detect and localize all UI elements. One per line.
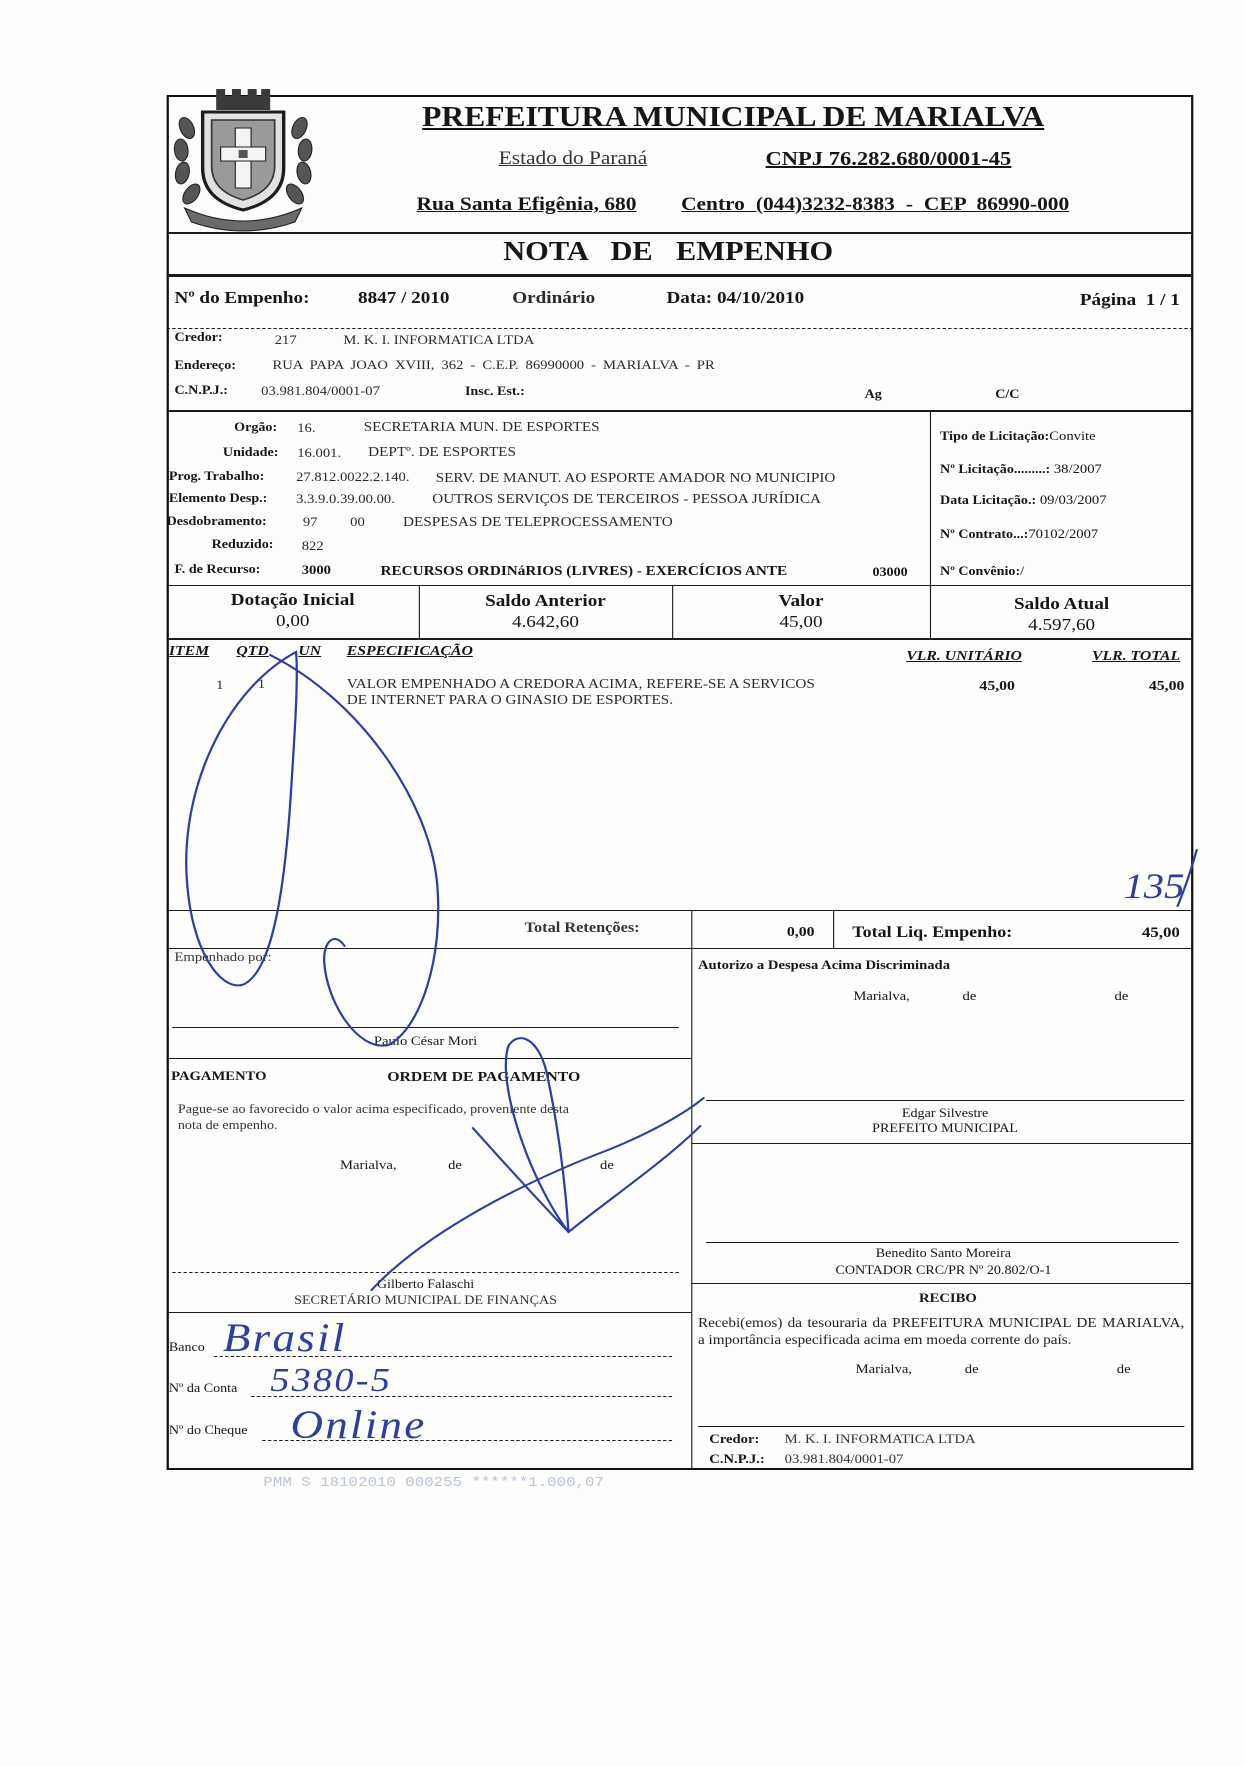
page-label: Página [1079,290,1137,309]
municipality-title: PREFEITURA MUNICIPAL DE MARIALVA [422,102,1045,133]
issued-by-name: Paulo César Mori [373,1033,478,1048]
items-header-qtd: QTD [236,644,269,659]
item-total: 45,00 [1148,679,1185,694]
empenho-number-label: Nº do Empenho: [174,288,310,307]
balance-previous-label: Saldo Anterior [485,591,606,610]
unidade-desc: DEPTº. DE ESPORTES [368,444,516,459]
cheque-number-label: Nº do Cheque [168,1423,248,1437]
payment-section-title: PAGAMENTO [171,1068,267,1083]
bidding-number-value: 38/2007 [1053,461,1102,476]
signature-swoop [473,1126,700,1232]
recurso-ref: 03000 [872,565,908,579]
payment-text-line-2: nota de empenho. [177,1118,278,1132]
handwritten-page-number: 135 [1123,866,1185,906]
signature-loop-lower [506,1038,569,1232]
receipt-creditor-name: M. K. I. INFORMATICA LTDA [784,1431,976,1446]
unidade-label: Unidade: [222,445,279,459]
document-title: NOTA DE EMPENHO [503,236,834,266]
page-value: 1 / 1 [1145,290,1180,309]
bidding-number-label: Nº Licitação.........: [940,462,1051,476]
programa-label: Prog. Trabalho: [168,469,265,483]
receipt-creditor-label: Credor: [709,1431,760,1446]
creditor-name: M. K. I. INFORMATICA LTDA [343,332,535,347]
elemento-code: 3.3.9.0.39.00.00. [296,491,395,506]
address-label: Endereço: [174,358,236,372]
net-total-label: Total Liq. Empenho: [852,924,1013,941]
retentions-value: 0,00 [786,925,815,940]
items-header-unit-value: VLR. UNITÁRIO [906,649,1022,664]
recurso-label: F. de Recurso: [174,562,261,576]
creditor-address: RUA PAPA JOAO XVIII, 362 - C.E.P. 86990000 - MARIALVA - PR [272,357,715,372]
item-spec-line-1: VALOR EMPENHADO A CREDORA ACIMA, REFERE-SE A SERVICOS [346,676,815,691]
desdobramento-code: 97 [302,514,318,529]
reduzido-code: 822 [301,538,324,553]
reduzido-label: Reduzido: [211,537,274,551]
issued-by-label: Empenhado por: [174,949,272,964]
receipt-cnpj: 03.981.804/0001-07 [784,1451,904,1466]
items-header-un: UN [298,644,322,659]
unidade-code: 16.001. [297,445,342,460]
contract-number-label: Nº Contrato...: [940,527,1029,541]
item-spec-line-2: DE INTERNET PARA O GINASIO DE ESPORTES. [346,692,674,707]
agreement-number-label: Nº Convênio: [940,564,1021,578]
receipt-day-of: de [964,1361,979,1376]
municipality-cnpj: CNPJ 76.282.680/0001-45 [765,148,1012,170]
contract-number-value: 70102/2007 [1028,526,1099,541]
processing-stamp: PMM S 18102010 000255 ******1.000,07 [263,1475,604,1491]
municipality-street: Rua Santa Efigênia, 680 [416,194,637,215]
receipt-title: RECIBO [919,1290,977,1305]
bidding-date-label: Data Licitação.: [940,493,1037,507]
payment-day-of: de [448,1157,462,1172]
items-header-spec: ESPECIFICAÇÃO [346,644,473,659]
item-number: 1 [216,677,224,692]
balance-current-label: Saldo Atual [1014,594,1110,613]
desdobramento-label: Desdobramento: [166,514,267,528]
authorization-day-of: de [962,988,977,1003]
recurso-desc: RECURSOS ORDINáRIOS (LIVRES) - EXERCÍCIOS ANTE [380,563,788,578]
state-name: Estado do Paraná [498,148,648,169]
receipt-text: Recebi(emos) da tesouraria da PREFEITURA MUNICIPAL DE MARIALVA, a importância especificada acima em moeda corrente do país. [697,1315,1185,1347]
agreement-number-value: / [1020,563,1025,578]
balance-previous-value: 4.642,60 [511,612,579,631]
payment-order-title: ORDEM DE PAGAMENTO [387,1070,581,1085]
programa-desc: SERV. DE MANUT. AO ESPORTE AMADOR NO MUNICIPIO [435,470,836,485]
receipt-cnpj-label: C.N.P.J.: [709,1451,765,1466]
bank-label: Banco [168,1340,205,1354]
net-total-value: 45,00 [1141,925,1180,941]
recurso-code: 3000 [301,562,331,577]
authorization-month-of: de [1114,988,1129,1003]
creditor-label: Credor: [174,330,223,344]
desdobramento-desc: DESPESAS DE TELEPROCESSAMENTO [403,514,673,529]
desdobramento-sub: 00 [350,514,365,529]
accountant-name: Benedito Santo Moreira [875,1246,1012,1260]
handwritten-bank: Brasil [222,1315,347,1360]
payment-place: Marialva, [339,1157,397,1172]
balance-initial-label: Dotação Inicial [230,590,355,609]
bidding-date-value: 09/03/2007 [1039,492,1107,507]
finance-secretary-name: Gilberto Falaschi [376,1277,475,1291]
account-number-label: Nº da Conta [168,1381,238,1395]
creditor-cnpj-label: C.N.P.J.: [174,383,228,397]
bidding-type-label: Tipo de Licitação: [940,429,1050,443]
receipt-month-of: de [1116,1361,1131,1376]
mayor-role: PREFEITO MUNICIPAL [872,1121,1019,1135]
elemento-label: Elemento Desp.: [168,491,268,505]
creditor-cnpj: 03.981.804/0001-07 [261,383,380,398]
elemento-desc: OUTROS SERVIÇOS DE TERCEIROS - PESSOA JURÍDICA [432,491,821,506]
receipt-place: Marialva, [855,1361,913,1376]
payment-text-line-1: Pague-se ao favorecido o valor acima especificado, proveniente desta [177,1102,569,1116]
empenho-type: Ordinário [512,288,596,307]
orgao-label: Orgão: [234,420,278,434]
programa-code: 27.812.0022.2.140. [296,469,410,484]
orgao-code: 16. [297,420,316,435]
balance-amount-value: 45,00 [779,612,823,631]
item-qtd: 1 [257,676,266,691]
page-number-tick [1178,850,1197,906]
balance-current-value: 4.597,60 [1028,615,1096,634]
handwritten-cheque-number: Online [290,1402,427,1447]
account-label: C/C [995,387,1020,401]
items-header-total: VLR. TOTAL [1092,649,1181,664]
state-registration-label: Insc. Est.: [464,384,525,398]
creditor-code: 217 [274,332,297,347]
orgao-desc: SECRETARIA MUN. DE ESPORTES [363,419,600,434]
municipality-contact: Centro (044)3232-8383 - CEP 86990-000 [681,194,1070,215]
empenho-date-value: 04/10/2010 [716,288,805,307]
payment-month-of: de [600,1157,614,1172]
balance-initial-value: 0,00 [275,611,310,630]
retentions-label: Total Retenções: [524,920,640,936]
balance-amount-label: Valor [778,591,824,610]
bidding-type-value: Convite [1049,428,1096,443]
items-header-item: ITEM [168,644,210,659]
authorization-place: Marialva, [853,988,910,1003]
mayor-name: Edgar Silvestre [901,1106,989,1120]
handwritten-account-number: 5380-5 [270,1362,393,1399]
authorization-title: Autorizo a Despesa Acima Discriminada [697,957,951,972]
item-unit-value: 45,00 [979,679,1015,694]
signature-loop-left [186,652,297,985]
signature-flourish [372,1098,704,1290]
empenho-number: 8847 / 2010 [358,288,450,307]
agency-label: Ag [864,387,882,401]
empenho-date-label: Data: [666,288,713,307]
accountant-role: CONTADOR CRC/PR Nº 20.802/O-1 [835,1263,1052,1277]
finance-secretary-role: SECRETÁRIO MUNICIPAL DE FINANÇAS [294,1293,557,1307]
